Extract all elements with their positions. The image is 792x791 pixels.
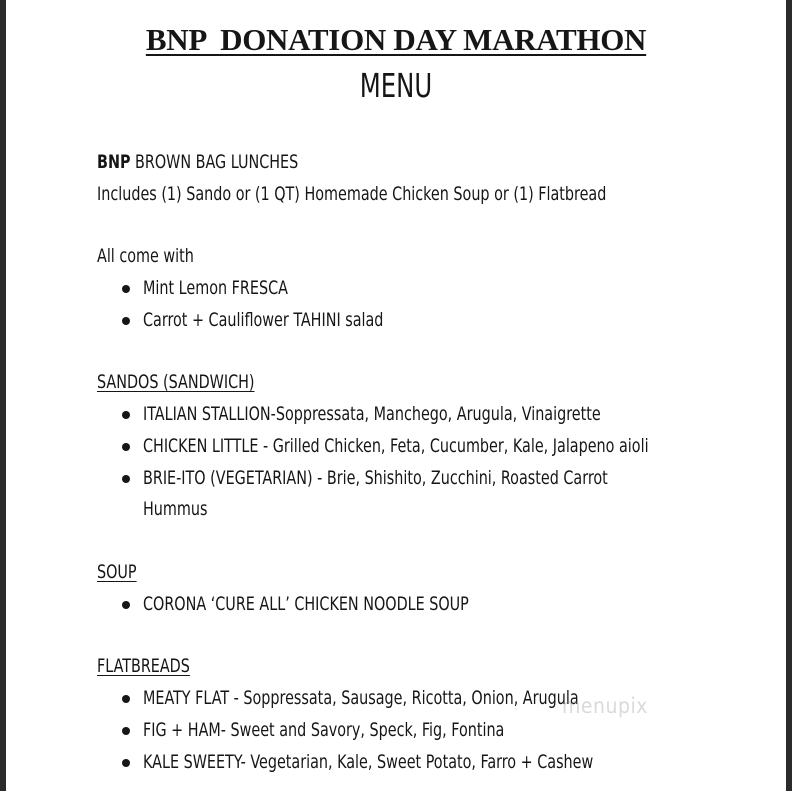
brand-label: BNP (97, 151, 131, 173)
page-subtitle: MENU (359, 66, 433, 105)
list-item: KALE SWEETY- Vegetarian, Kale, Sweet Potato, Farro + Cashew (143, 751, 594, 773)
page-title: BNP DONATION DAY MARATHON (145, 22, 647, 57)
list-item: FIG + HAM- Sweet and Savory, Speck, Fig, Fontina (143, 719, 505, 741)
all-come-with-label: All come with (97, 245, 194, 267)
list-item: CORONA ‘CURE ALL’ CHICKEN NOODLE SOUP (143, 593, 469, 615)
flatbreads-heading: FLATBREADS (97, 655, 190, 677)
watermark: menupix (562, 694, 648, 718)
sandos-heading: SANDOS (SANDWICH) (97, 371, 255, 393)
bullet-icon (122, 695, 130, 703)
list-item: Mint Lemon FRESCA (143, 277, 288, 299)
list-item: BRIE-ITO (VEGETARIAN) - Brie, Shishito, Zucchini, Roasted Carrot (143, 467, 608, 489)
bullet-icon (122, 285, 130, 293)
brown-bag-heading (97, 150, 298, 174)
list-item: CHICKEN LITTLE - Grilled Chicken, Feta, Cucumber, Kale, Jalapeno aioli (143, 435, 649, 457)
list-item: MEATY FLAT - Soppressata, Sausage, Ricotta, Onion, Arugula (143, 687, 579, 709)
brown-bag-heading-text: BROWN BAG LUNCHES (130, 151, 299, 173)
bullet-icon (122, 601, 130, 609)
list-item: ITALIAN STALLION-Soppressata, Manchego, Arugula, Vinaigrette (143, 403, 601, 425)
bullet-icon (122, 475, 130, 483)
bullet-icon (122, 411, 130, 419)
list-item: Carrot + Cauliflower TAHINI salad (143, 309, 384, 331)
menu-page (6, 0, 786, 791)
bullet-icon (122, 759, 130, 767)
bullet-icon (122, 317, 130, 325)
bullet-icon (122, 443, 130, 451)
brown-bag-includes: Includes (1) Sando or (1 QT) Homemade Chicken Soup or (1) Flatbread (97, 183, 607, 205)
list-item-continuation: Hummus (143, 498, 208, 520)
soup-heading: SOUP (97, 561, 137, 583)
bullet-icon (122, 727, 130, 735)
